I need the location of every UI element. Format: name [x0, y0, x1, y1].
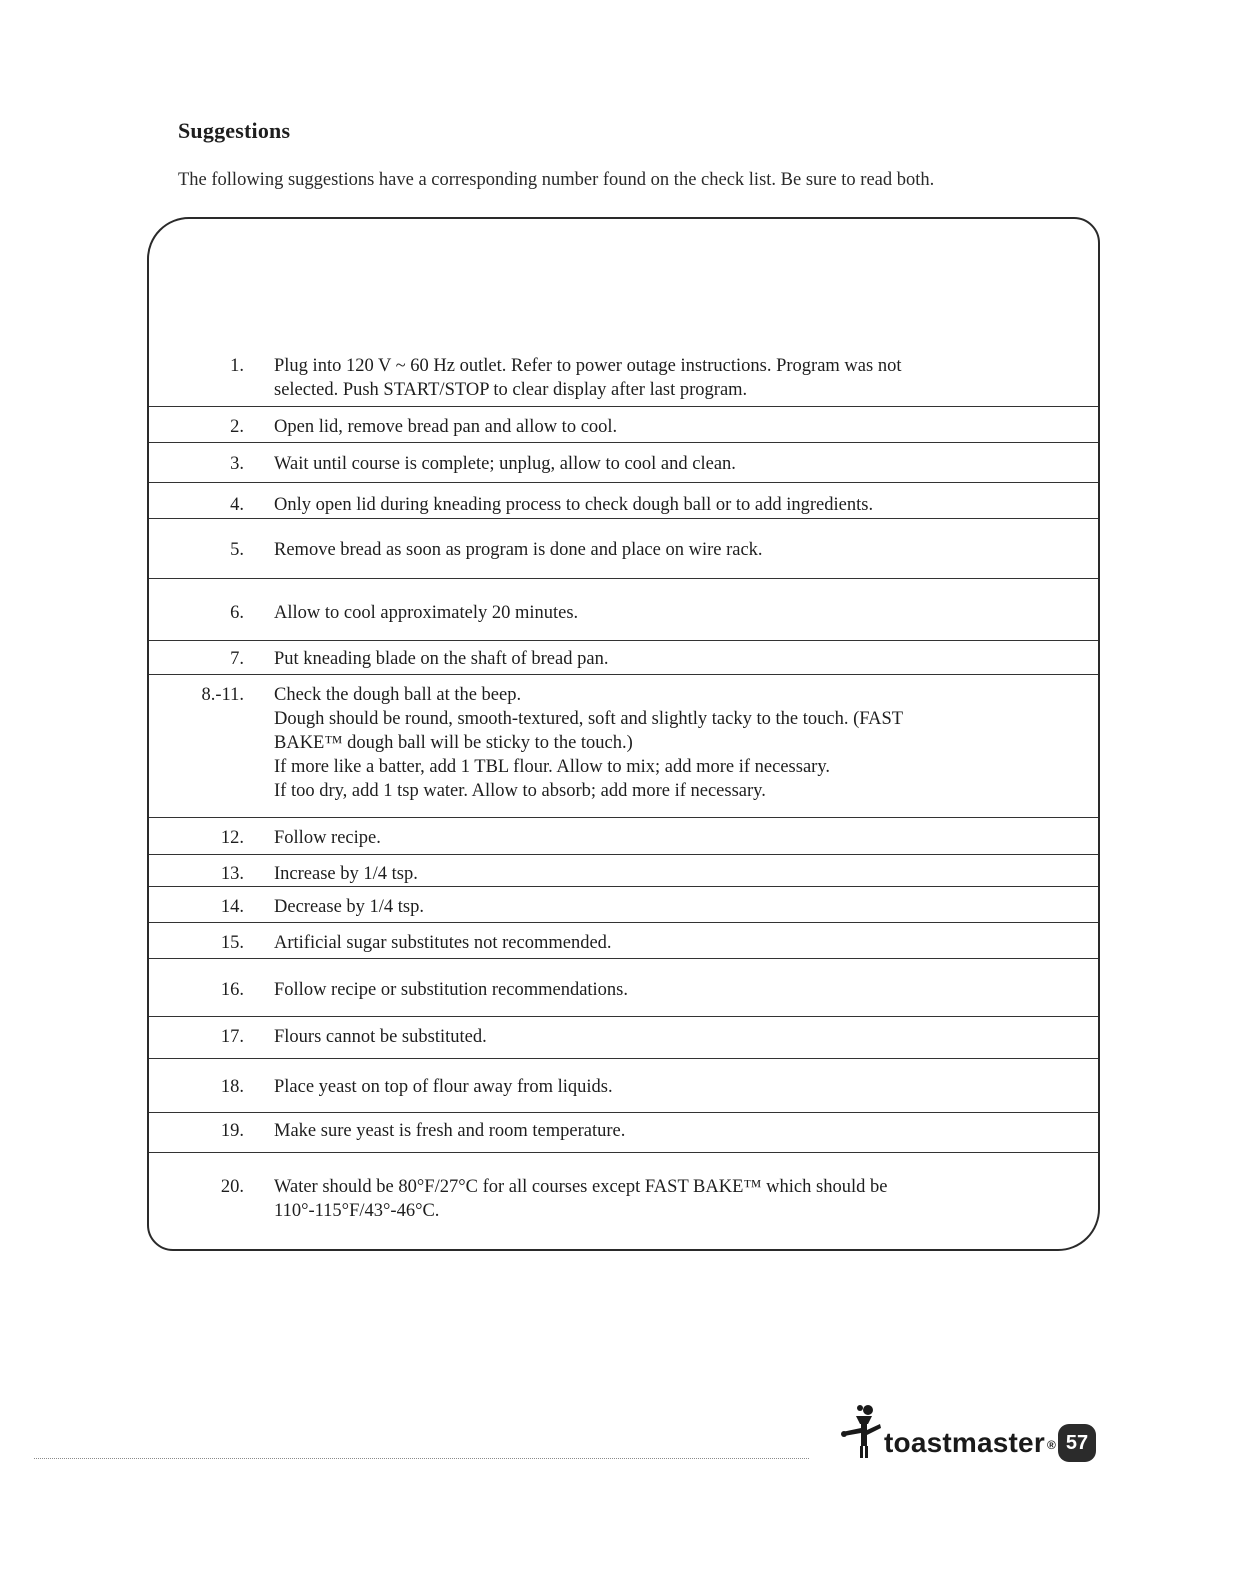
item-text-line: Follow recipe. — [274, 828, 381, 848]
item-number: 4. — [230, 495, 244, 515]
table-row — [149, 923, 1098, 959]
item-text-line: Dough should be round, smooth-textured, soft and slightly tacky to the touch. (FAST — [274, 709, 904, 729]
item-number: 16. — [220, 980, 244, 1000]
page-heading: Suggestions — [178, 118, 291, 143]
table-row — [149, 443, 1098, 483]
chef-logo-icon — [838, 1402, 884, 1460]
item-text-line: Plug into 120 V ~ 60 Hz outlet. Refer to power outage instructions. Program was not — [274, 356, 902, 376]
item-text-line: Allow to cool approximately 20 minutes. — [274, 603, 579, 623]
item-text-line: Remove bread as soon as program is done and place on wire rack. — [274, 540, 763, 560]
item-number: 3. — [230, 454, 244, 474]
item-text — [274, 862, 1038, 886]
item-text-line: BAKE™ dough ball will be sticky to the touch.) — [274, 733, 633, 753]
item-text-line: Artificial sugar substitutes not recommended. — [274, 933, 612, 953]
table-row — [149, 519, 1098, 579]
item-text-line: Flours cannot be substituted. — [274, 1027, 487, 1047]
table-row — [149, 675, 1098, 818]
item-number: 15. — [220, 933, 244, 953]
table-row — [149, 959, 1098, 1017]
item-text-line: 110°-115°F/43°-46°C. — [274, 1201, 440, 1221]
table-row — [149, 855, 1098, 887]
table-row — [149, 219, 1098, 407]
registered-mark: ® — [1046, 1438, 1056, 1452]
table-row — [149, 887, 1098, 923]
item-number: 13. — [220, 864, 244, 884]
brand-name: toastmaster — [884, 1427, 1045, 1458]
item-text-line: Open lid, remove bread pan and allow to cool. — [274, 417, 618, 437]
item-number: 19. — [220, 1121, 244, 1141]
table-row — [149, 483, 1098, 519]
item-number: 18. — [220, 1077, 244, 1097]
item-text-line: Water should be 80°F/27°C for all courses except FAST BAKE™ which should be — [274, 1177, 888, 1197]
item-number: 12. — [220, 828, 244, 848]
item-number: 20. — [220, 1177, 244, 1197]
item-number: 2. — [230, 417, 244, 437]
table-row — [149, 1017, 1098, 1059]
item-text — [274, 683, 1038, 803]
table-row — [149, 641, 1098, 675]
footer-rule — [34, 1458, 809, 1459]
item-text — [274, 493, 1038, 517]
suggestions-table — [147, 217, 1100, 1251]
brand-logo — [884, 1427, 1056, 1459]
item-text-line: Put kneading blade on the shaft of bread pan. — [274, 649, 609, 669]
item-text — [274, 1025, 1038, 1049]
item-text-line: Only open lid during kneading process to check dough ball or to add ingredients. — [274, 495, 874, 515]
item-number: 6. — [230, 603, 244, 623]
item-text — [274, 601, 1038, 625]
item-text-line: If more like a batter, add 1 TBL flour. Allow to mix; add more if necessary. — [274, 757, 830, 777]
item-text — [274, 826, 1038, 850]
item-text-line: Increase by 1/4 tsp. — [274, 864, 418, 884]
item-text — [274, 895, 1038, 919]
page-number-badge: 57 — [1058, 1424, 1096, 1462]
item-text — [274, 1119, 1038, 1143]
item-text-line: Place yeast on top of flour away from liquids. — [274, 1077, 613, 1097]
item-text-line: Wait until course is complete; unplug, allow to cool and clean. — [274, 454, 736, 474]
item-text — [274, 1075, 1038, 1099]
item-text-line: Make sure yeast is fresh and room temperature. — [274, 1121, 626, 1141]
item-number: 8.-11. — [201, 685, 244, 705]
table-row — [149, 579, 1098, 641]
table-row — [149, 1153, 1098, 1251]
item-number: 7. — [230, 649, 244, 669]
table-row — [149, 1113, 1098, 1153]
item-text — [274, 647, 1038, 671]
table-row — [149, 406, 1098, 443]
item-text — [274, 931, 1038, 955]
item-text — [274, 354, 1038, 402]
item-text — [274, 1175, 1038, 1223]
item-text — [274, 978, 1038, 1002]
item-number: 14. — [220, 897, 244, 917]
item-text — [274, 452, 1038, 476]
item-number: 1. — [230, 356, 244, 376]
item-text-line: Decrease by 1/4 tsp. — [274, 897, 425, 917]
item-text-line: If too dry, add 1 tsp water. Allow to absorb; add more if necessary. — [274, 781, 766, 801]
item-text — [274, 538, 1038, 562]
table-row — [149, 1059, 1098, 1113]
item-text-line: Check the dough ball at the beep. — [274, 685, 522, 705]
item-number: 17. — [220, 1027, 244, 1047]
item-text — [274, 415, 1038, 439]
table-row — [149, 818, 1098, 855]
item-number: 5. — [230, 540, 244, 560]
item-text-line: Follow recipe or substitution recommendations. — [274, 980, 629, 1000]
intro-text: The following suggestions have a corresponding number found on the check list. Be sure to read both. — [178, 170, 935, 190]
item-text-line: selected. Push START/STOP to clear display after last program. — [274, 380, 748, 400]
